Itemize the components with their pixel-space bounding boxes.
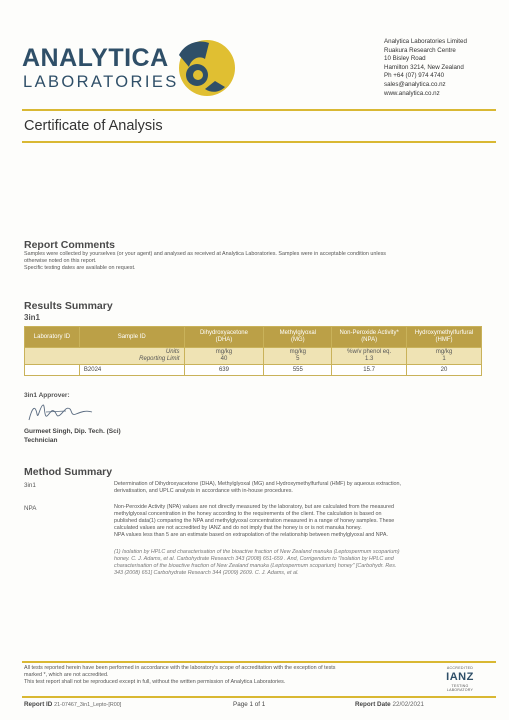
report-id-value: 21-07467_3in1_Lepto-[R00] [54,702,122,708]
reference-line: honey. C. J. Adams, et al. Carbohydrate Research 343 (2008) 651-659 . And, Corrigendum to "Isolation by HPLC and [114,556,394,562]
brand-name: ANALYTICA [22,44,169,72]
footer-line: marked *, which are not accredited. [24,672,109,678]
results-table [24,326,482,376]
address-line: sales@analytica.co.nz [384,80,446,88]
report-date [355,701,424,708]
column-header: Sample ID [79,327,184,348]
page-number: Page 1 of 1 [233,701,266,708]
badge-top-text: ACCREDITED [446,666,474,670]
sample-id-cell: B2024 [79,365,184,376]
reference-line: 343 (2008) 651] Carbohydrate Research 344 (2009) 2609. C. J. Adams, et al. [114,570,299,576]
approver-label: 3in1 Approver: [24,392,70,399]
method-code: NPA [24,505,37,512]
method-description [114,481,494,495]
method-line: published data(1) comparing the NPA and methylglyoxal concentration measured in a range of honey samples. These [114,518,395,524]
column-header: Laboratory ID [25,327,80,348]
footer-text [24,665,434,686]
report-date-label: Report Date [355,701,391,708]
signature-icon [26,400,106,426]
footer-bottom-divider [22,696,496,698]
comment-line: Specific testing dates are available on request. [24,265,136,271]
address-line: Analytica Laboratories Limited [384,38,467,45]
title-divider [22,141,496,143]
method-code: 3in1 [24,482,36,489]
column-header: Dihydroxyacetone (DHA) [184,327,264,348]
results-heading: Results Summary [24,300,113,312]
reference-line: (1) Isolation by HPLC and characterisation of the bioactive fraction of New Zealand manuka (Leptospermum scoparium) [114,549,400,555]
column-header: Methylglyoxal (MG) [264,327,332,348]
dha-value-cell: 639 [184,365,264,376]
method-line: derivatisation, and UPLC analysis in accordance with in-house procedures. [114,488,293,494]
badge-bottom-text: TESTING LABORATORY [446,684,474,692]
unit-cell: mg/kg 40 [184,348,264,365]
unit-cell: mg/kg 5 [264,348,332,365]
comment-line: otherwise noted on this report. [24,258,97,264]
method-line: Non-Peroxide Activity (NPA) values are not directly measured by the laboratory, but are calculated from the measured [114,504,394,510]
footer-line: This test report shall not be reproduced except in full, without the written permission of Analytica Laboratories. [24,679,286,685]
lab-id-cell [25,365,80,376]
footer-divider [22,661,496,663]
table-row [25,365,482,376]
brand-subtitle: LABORATORIES [23,73,179,91]
footer-line: All tests reported herein have been performed in accordance with the laboratory's scope of accreditation with the exception of tests [24,665,336,671]
mg-value-cell: 555 [264,365,332,376]
analytica-logo-icon [175,37,237,99]
units-label-cell: Units Reporting Limit [25,348,185,365]
report-comments-text [24,251,494,272]
comment-line: Samples were collected by yourselves (or your agent) and analysed as received at Analytica Laboratories. Samples were in acceptable condition unless [24,251,386,257]
table-units-row [25,348,482,365]
address-line: Hamilton 3214, New Zealand [384,63,464,71]
ianz-badge [438,664,482,698]
method-heading: Method Summary [24,466,113,478]
ianz-logo-icon: IANZ [446,671,474,683]
address-line: Ruakura Research Centre [384,46,456,54]
unit-cell: %w/v phenol eq. 1.3 [332,348,407,365]
report-id [24,701,121,708]
reference-line: characterisation of the bioactive fraction of New Zealand manuka (Leptospermum scoparium) honey" [Carbohydr. Res. [114,563,397,569]
results-subheading: 3in1 [24,313,41,322]
document-title: Certificate of Analysis [24,118,163,134]
method-line: Determination of Dihydroxyacetone (DHA), Methylglyoxal (MG) and Hydroxymethylfurfural (HMF) by aqueous extraction, [114,481,402,487]
report-date-value: 22/02/2021 [392,701,424,708]
report-id-label: Report ID [24,701,53,708]
hmf-value-cell: 20 [407,365,482,376]
method-line: methylglyoxal concentration in the honey according to the requirements of the client. The calculation is based on [114,511,382,517]
address-line: 10 Bisley Road [384,55,426,63]
column-header: Hydroxymethylfurfural (HMF) [407,327,482,348]
approver-role: Technician [24,437,58,444]
column-header: Non-Peroxide Activity* (NPA) [332,327,407,348]
method-reference [114,549,494,577]
npa-value-cell: 15.7 [332,365,407,376]
lab-address [384,38,467,98]
unit-cell: mg/kg 1 [407,348,482,365]
table-header-row [25,327,482,348]
method-line: NPA values less than 5 are an estimate based on extrapolation of the relationship between methylglyoxal and NPA. [114,532,388,538]
report-comments-heading: Report Comments [24,239,116,251]
address-line: www.analytica.co.nz [384,89,440,97]
address-line: Ph +64 (07) 974 4740 [384,72,445,80]
method-description [114,504,494,539]
header-divider [22,109,496,111]
approver-name: Gurmeet Singh, Dip. Tech. (Sci) [24,428,121,435]
method-line: calculated values are not accredited by IANZ and do not imply that the honey is or is not manuka honey. [114,525,362,531]
